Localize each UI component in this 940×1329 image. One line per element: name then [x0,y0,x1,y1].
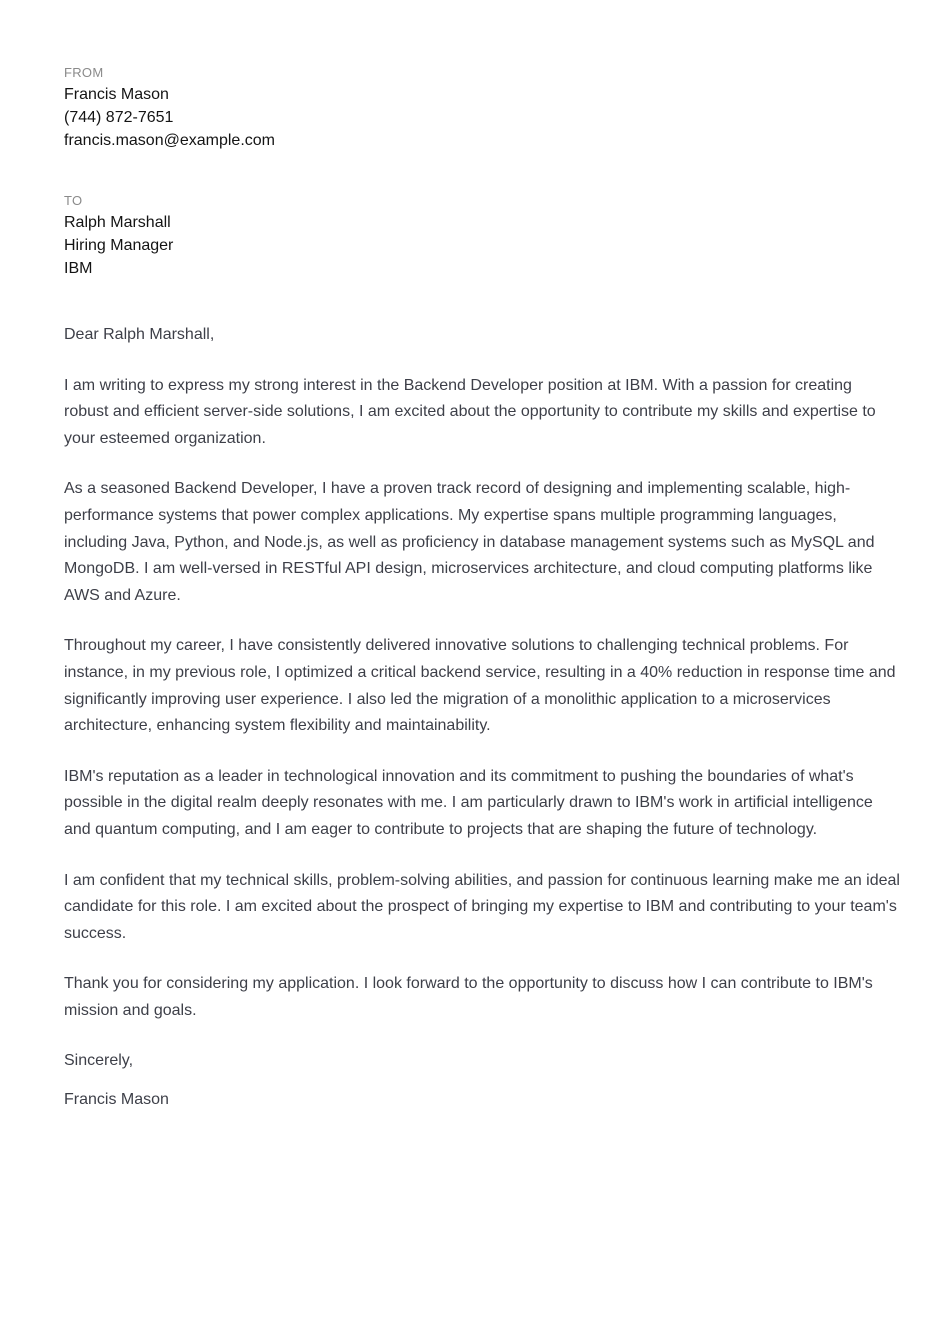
sender-name: Francis Mason [64,86,169,103]
recipient-block [64,192,900,280]
closing: Sincerely, [64,1052,134,1070]
salutation: Dear Ralph Marshall, [64,326,215,343]
body-paragraph-6: Thank you for considering my application. I look forward to the opportunity to discuss how I can contribute to IBM's mission and goals. [64,975,873,1019]
body-paragraph-2: As a seasoned Backend Developer, I have a proven track record of designing and implementing scalable, high-performance systems that power complex applications. My expertise spans multiple programming languages, including Java, Python, and Node.js, as well as proficiency in database management systems such as MySQL and MongoDB. I am well-versed in RESTful API design, microservices architecture, and cloud computing platforms like AWS and Azure. [64,480,875,604]
recipient-title: Hiring Manager [64,237,174,254]
from-label: FROM [64,65,104,80]
signature: Francis Mason [64,1091,169,1109]
letter-body [64,322,900,1114]
recipient-name: Ralph Marshall [64,214,171,231]
to-label: TO [64,193,83,208]
cover-letter [64,64,900,1114]
sender-email: francis.mason@example.com [64,132,275,149]
body-paragraph-1: I am writing to express my strong interest in the Backend Developer position at IBM. With a passion for creating robust and efficient server-side solutions, I am excited about the opportunity to contribute my skills and expertise to your esteemed organization. [64,376,876,447]
sender-phone: (744) 872-7651 [64,109,174,126]
body-paragraph-5: I am confident that my technical skills, problem-solving abilities, and passion for continuous learning make me an ideal candidate for this role. I am excited about the prospect of bringing my expertise to IBM and contributing to your team's success. [64,871,900,942]
recipient-company: IBM [64,260,93,277]
sender-block [64,64,900,152]
body-paragraph-3: Throughout my career, I have consistently delivered innovative solutions to challenging technical problems. For instance, in my previous role, I optimized a critical backend service, resulting in a 40% reduction in response time and significantly improving user experience. I also led the migration of a monolithic application to a microservices architecture, enhancing system flexibility and maintainability. [64,637,896,735]
body-paragraph-4: IBM's reputation as a leader in technological innovation and its commitment to pushing the boundaries of what's possible in the digital realm deeply resonates with me. I am particularly drawn to IBM's work in artificial intelligence and quantum computing, and I am eager to contribute to projects that are shaping the future of technology. [64,767,873,838]
